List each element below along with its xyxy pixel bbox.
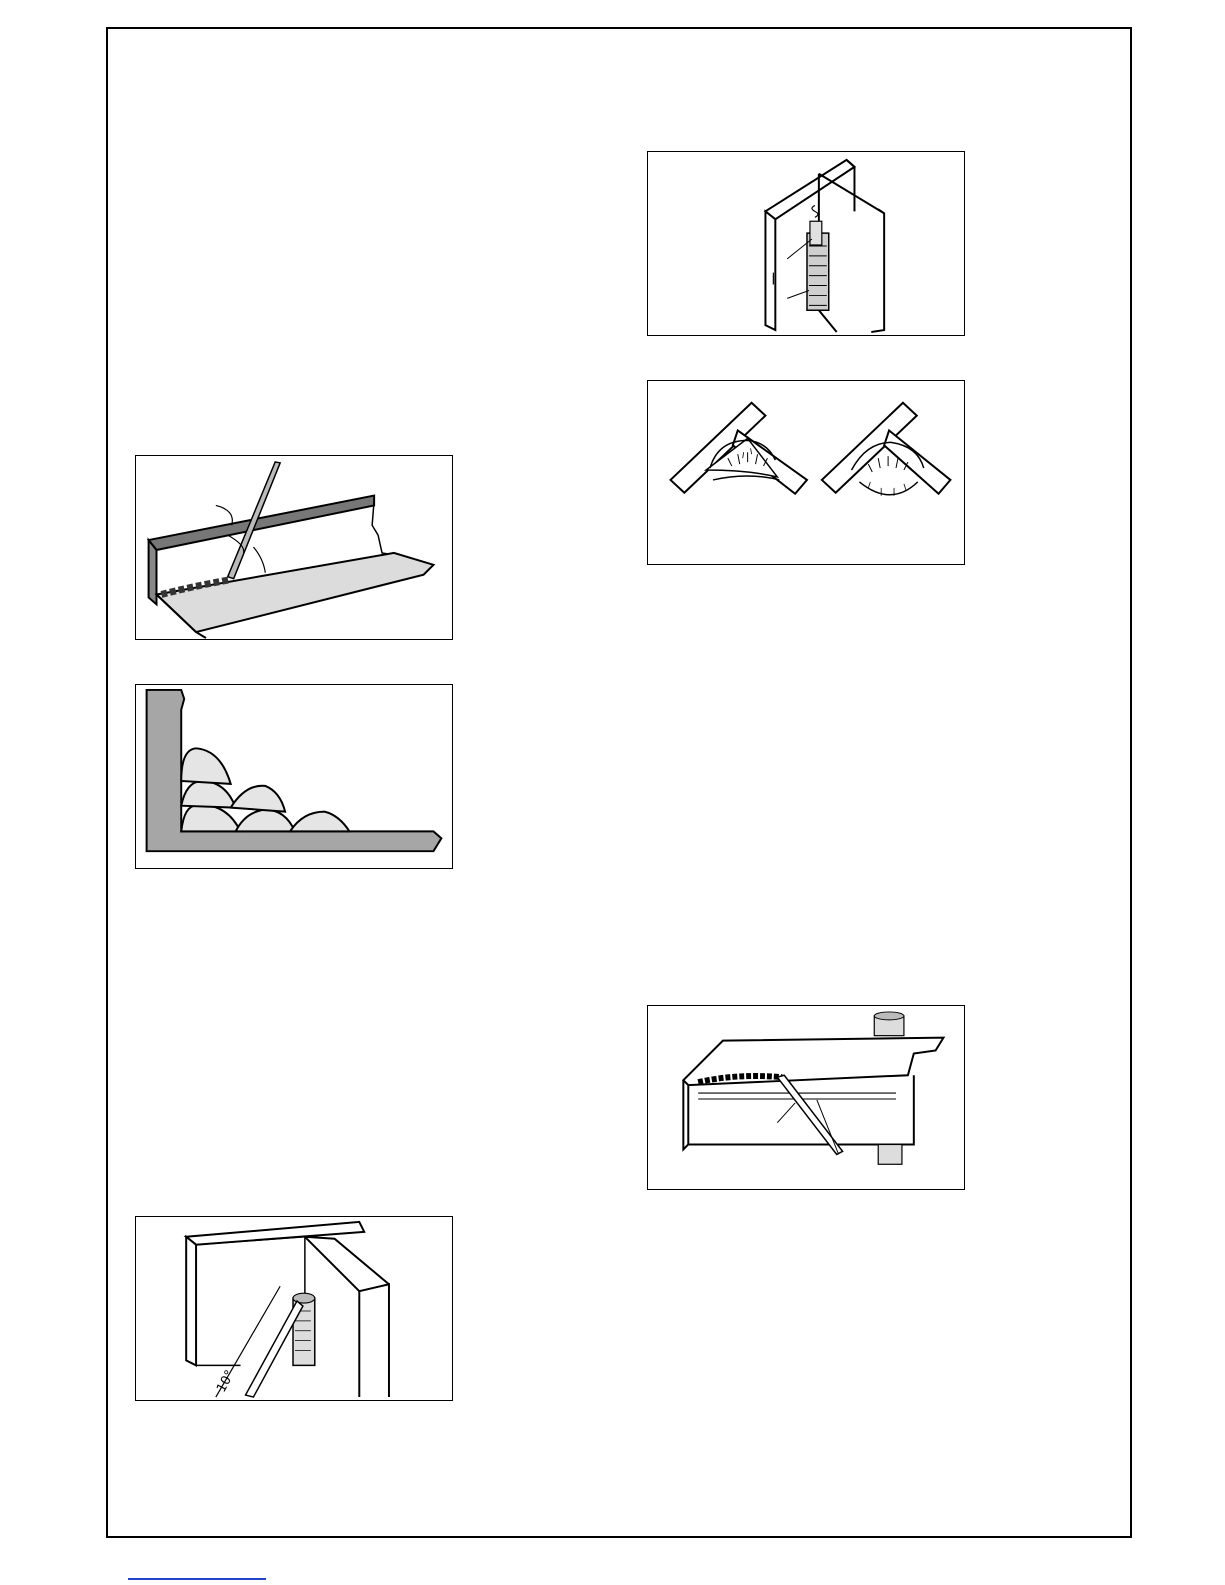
angle-label: 10° xyxy=(214,1367,238,1395)
overhead-fillet-weld-figure xyxy=(647,1005,965,1190)
vertical-up-weld-illustration xyxy=(136,1217,452,1400)
vertical-up-weld-figure xyxy=(135,1216,453,1401)
footer-link-underline[interactable] xyxy=(128,1578,266,1580)
multipass-fillet-figure xyxy=(135,684,453,869)
horizontal-fillet-weld-illustration xyxy=(136,456,452,639)
overhead-fillet-weld-illustration xyxy=(648,1006,964,1189)
vertical-down-weld-illustration xyxy=(648,152,964,335)
multipass-fillet-bead-illustration xyxy=(136,685,452,868)
fillet-bead-profile-illustration xyxy=(648,381,964,564)
vertical-down-weld-figure xyxy=(647,151,965,336)
horizontal-fillet-weld-figure xyxy=(135,455,453,640)
fillet-bead-profile-figure xyxy=(647,380,965,565)
